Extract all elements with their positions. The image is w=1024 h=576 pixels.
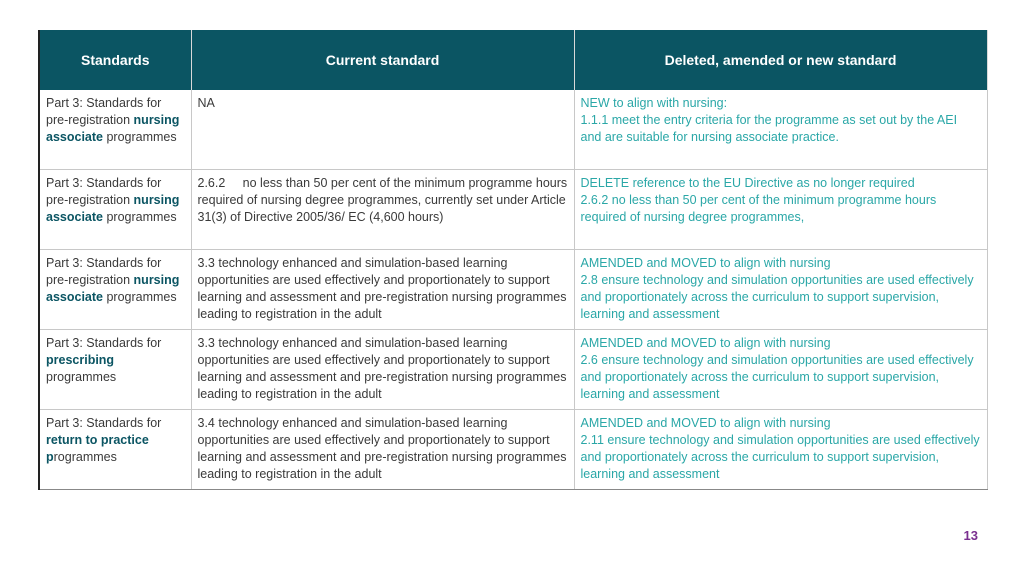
standards-cell: [39, 410, 191, 490]
table-row: [39, 170, 987, 250]
change-standard-cell: AMENDED and MOVED to align with nursing 2.6 ensure technology and simulation opportunities are used effectively and proportionately across the curriculum to support supervision, learning and assessment: [574, 330, 987, 410]
standards-cell: [39, 170, 191, 250]
table-row: [39, 410, 987, 490]
programme-name: nursing associate: [46, 113, 180, 144]
standards-prefix: Part 3: Standards for pre-registration: [46, 96, 162, 127]
current-standard-cell: NA: [191, 90, 574, 170]
standards-cell: [39, 90, 191, 170]
current-standard-cell: 2.6.2 no less than 50 per cent of the minimum programme hours required of nursing degree programmes, currently set under Article 31(3) of Directive 2005/36/ EC (4,600 hours): [191, 170, 574, 250]
table-row: [39, 250, 987, 330]
header-change: Deleted, amended or new standard: [574, 30, 987, 90]
programme-name: prescribing: [46, 353, 115, 367]
change-standard-cell: AMENDED and MOVED to align with nursing 2.8 ensure technology and simulation opportunities are used effectively and proportionately across the curriculum to support supervision, learning and assessment: [574, 250, 987, 330]
standards-cell: [39, 250, 191, 330]
programme-name: nursing associate: [46, 193, 180, 224]
standards-suffix: programmes: [102, 290, 177, 304]
table-row: [39, 90, 987, 170]
standards-cell: [39, 330, 191, 410]
current-standard-cell: 3.4 technology enhanced and simulation-based learning opportunities are used effectively and proportionately to support learning and assessment and pre-registration nursing programmes leading to registration in the adult: [191, 410, 574, 490]
current-standard-cell: 3.3 technology enhanced and simulation-based learning opportunities are used effectively and proportionately to support learning and assessment and pre-registration nursing programmes leading to registration in the adult: [191, 330, 574, 410]
standards-suffix: programmes: [46, 370, 117, 384]
programme-name: nursing associate: [46, 273, 180, 304]
change-standard-cell: DELETE reference to the EU Directive as no longer required 2.6.2 no less than 50 per cent of the minimum programme hours required of nursing degree programmes,: [574, 170, 987, 250]
current-standard-cell: 3.3 technology enhanced and simulation-based learning opportunities are used effectively and proportionately to support learning and assessment and pre-registration nursing programmes leading to registration in the adult: [191, 250, 574, 330]
table-header-row: [39, 30, 987, 90]
standards-prefix: Part 3: Standards for pre-registration: [46, 256, 162, 287]
standards-prefix: Part 3: Standards for: [46, 416, 162, 430]
header-standards: Standards: [39, 30, 191, 90]
standards-suffix: programmes: [102, 210, 177, 224]
standards-prefix: Part 3: Standards for pre-registration: [46, 176, 162, 207]
standards-suffix: programmes: [102, 130, 177, 144]
standards-table: [38, 30, 988, 490]
change-standard-cell: NEW to align with nursing: 1.1.1 meet the entry criteria for the programme as set out by the AEI and are suitable for nursing associate practice.: [574, 90, 987, 170]
standards-prefix: Part 3: Standards for: [46, 336, 162, 350]
header-current-standard: Current standard: [191, 30, 574, 90]
page-number: 13: [963, 528, 978, 543]
standards-suffix: rogrammes: [53, 450, 117, 464]
programme-name: return to practice p: [46, 433, 149, 464]
change-standard-cell: AMENDED and MOVED to align with nursing 2.11 ensure technology and simulation opportunities are used effectively and proportionately across the curriculum to support supervision, learning and assessment: [574, 410, 987, 490]
table-row: [39, 330, 987, 410]
